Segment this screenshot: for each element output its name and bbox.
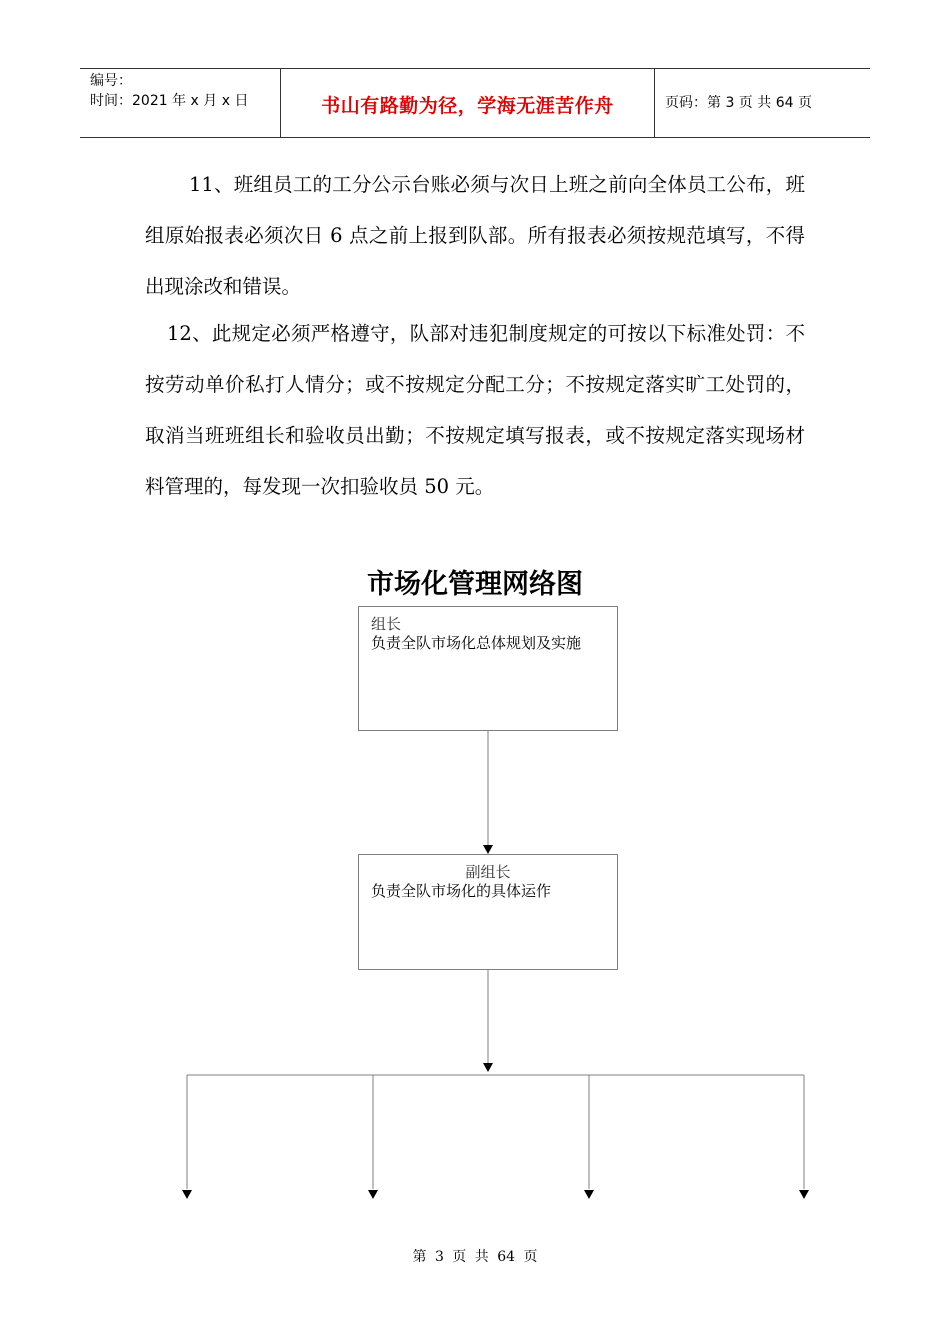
- arrowhead-branch-2: [368, 1190, 378, 1199]
- leader-role: 组长: [371, 615, 402, 633]
- deputy-role: 副组长: [465, 863, 511, 881]
- number-label: 编号：: [90, 73, 132, 89]
- motto: 书山有路勤为径，学海无涯苦作舟: [321, 95, 614, 117]
- chart-title: 市场化管理网络图: [367, 569, 583, 600]
- arrowhead-branch-4: [799, 1190, 809, 1199]
- page-label: 页码：第 3 页 共 64 页: [665, 95, 812, 111]
- leader-duty: 负责全队市场化总体规划及实施: [371, 634, 582, 652]
- arrowhead-bus: [483, 1063, 493, 1072]
- paragraph-12: 12、此规定必须严格遵守，队部对违犯制度规定的可按以下标准处罚：不按劳动单价私打人情分；或不按规定分配工分；不按规定落实旷工处罚的，取消当班班组长和验收员出勤；不按规定填写报表，或不按规定落实现场材料管理的，每发现一次扣验收员 50 元。: [145, 322, 805, 498]
- time-label: 时间：2021 年 x 月 x 日: [90, 93, 249, 109]
- paragraph-11: 11、班组员工的工分公示台账必须与次日上班之前向全体员工公布，班组原始报表必须次日 6 点之前上报到队部。所有报表必须按规范填写，不得出现涂改和错误。: [145, 173, 805, 298]
- page-footer: 第 3 页 共 64 页: [412, 1249, 538, 1265]
- arrowhead-deputy: [483, 845, 493, 854]
- deputy-box: [358, 854, 618, 970]
- arrowhead-branch-3: [584, 1190, 594, 1199]
- deputy-duty: 负责全队市场化的具体运作: [371, 882, 552, 900]
- arrowhead-branch-1: [182, 1190, 192, 1199]
- leader-box: [358, 606, 618, 731]
